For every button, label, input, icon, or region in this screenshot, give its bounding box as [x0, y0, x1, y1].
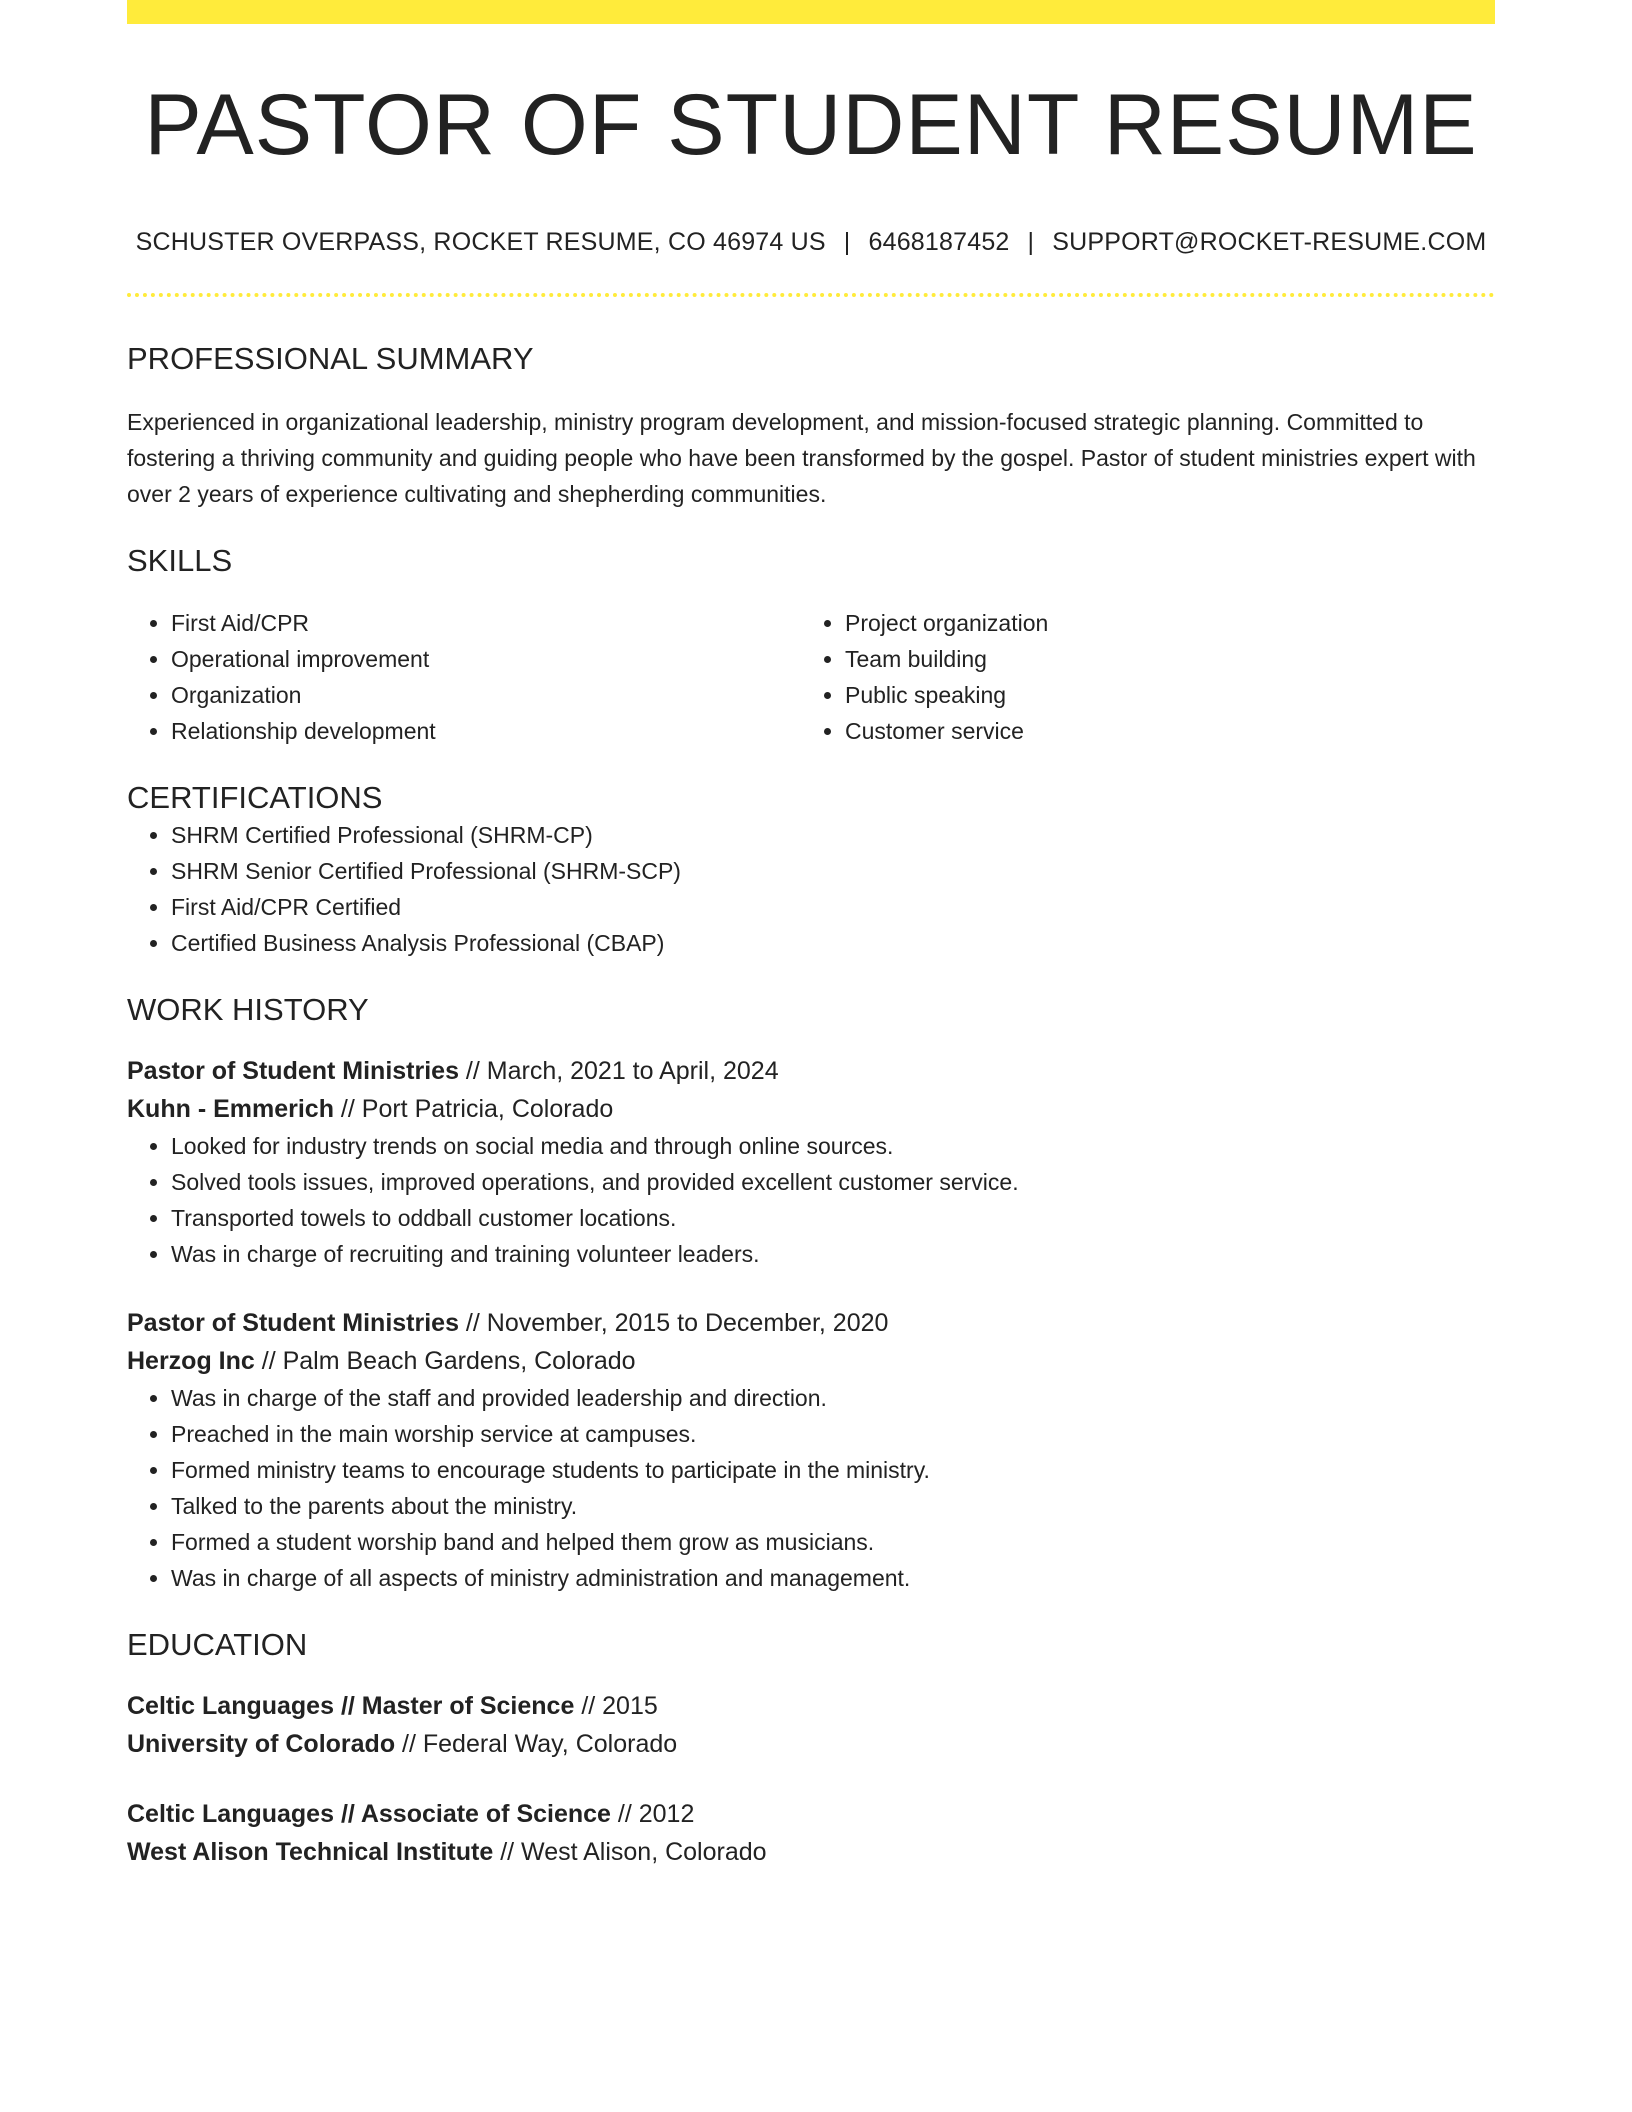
top-accent-bar [127, 0, 1495, 24]
skill-item: • Customer service [845, 713, 1475, 749]
job-title: Pastor of Student Ministries [127, 1308, 459, 1337]
skills-column-left [127, 605, 801, 749]
education-degree-line [127, 1687, 1495, 1725]
education-degree: Celtic Languages // Master of Science [127, 1691, 575, 1720]
job-title: Pastor of Student Ministries [127, 1056, 459, 1085]
job-duty: • Formed a student worship band and helped them grow as musicians. [171, 1524, 1495, 1560]
education-school-line [127, 1725, 1495, 1763]
summary-text: Experienced in organizational leadership, ministry program development, and mission-focused strategic planning. Committed to fostering a thriving community and guiding people who have been transformed by the gospel. Pastor of student ministries expert with over 2 years of experience cultivating and shepherding communities. [127, 409, 1476, 508]
skills-column-right [801, 605, 1475, 749]
job-duty: • Transported towels to oddball customer locations. [171, 1200, 1495, 1236]
job-duty: • Preached in the main worship service at campuses. [171, 1416, 1495, 1452]
job-title-line [127, 1304, 1495, 1342]
job-duty: • Was in charge of all aspects of ministry administration and management. [171, 1560, 1495, 1596]
education-heading: EDUCATION [127, 1626, 308, 1662]
education-degree-line [127, 1795, 1495, 1833]
contact-separator: | [843, 228, 851, 256]
contact-separator: | [1027, 228, 1035, 256]
contact-line [127, 228, 1495, 257]
summary-heading: PROFESSIONAL SUMMARY [127, 341, 534, 376]
job-duty: • Solved tools issues, improved operations, and provided excellent customer service. [171, 1164, 1495, 1200]
education-year: // 2015 [574, 1691, 658, 1720]
job-title-line [127, 1052, 1495, 1090]
job-duties-list [127, 1128, 1495, 1272]
job-company: Kuhn - Emmerich [127, 1094, 334, 1123]
work-history-heading: WORK HISTORY [127, 991, 369, 1027]
skill-item: • Relationship development [171, 713, 801, 749]
job-dates: // November, 2015 to December, 2020 [458, 1308, 889, 1337]
job-duty: • Looked for industry trends on social media and through online sources. [171, 1128, 1495, 1164]
job-duties-list [127, 1380, 1495, 1596]
education-location: // Federal Way, Colorado [395, 1729, 678, 1758]
contact-phone: 6468187452 [868, 228, 1010, 256]
contact-email: SUPPORT@ROCKET-RESUME.COM [1052, 228, 1487, 256]
skill-item: • Team building [845, 641, 1475, 677]
certifications-list [127, 817, 1495, 961]
certification-item: • First Aid/CPR Certified [171, 889, 1495, 925]
job-company: Herzog Inc [127, 1346, 255, 1375]
skill-item: • Organization [171, 677, 801, 713]
certification-item: • SHRM Certified Professional (SHRM-CP) [171, 817, 1495, 853]
job-location: // Port Patricia, Colorado [333, 1094, 614, 1123]
education-degree: Celtic Languages // Associate of Science [127, 1799, 611, 1828]
contact-address: SCHUSTER OVERPASS, ROCKET RESUME, CO 46974 US [135, 228, 826, 256]
job-duty: • Was in charge of recruiting and training volunteer leaders. [171, 1236, 1495, 1272]
skills-grid [127, 605, 1495, 749]
education-year: // 2012 [610, 1799, 695, 1828]
skill-item: • First Aid/CPR [171, 605, 801, 641]
resume-page [127, 0, 1495, 1871]
job-location: // Palm Beach Gardens, Colorado [254, 1346, 636, 1375]
certifications-heading: CERTIFICATIONS [127, 780, 383, 816]
job-dates: // March, 2021 to April, 2024 [458, 1056, 779, 1085]
job-duty: • Talked to the parents about the ministry. [171, 1488, 1495, 1524]
skill-item: • Public speaking [845, 677, 1475, 713]
education-school: West Alison Technical Institute [127, 1837, 494, 1866]
job-duty: • Was in charge of the staff and provided leadership and direction. [171, 1380, 1495, 1416]
education-location: // West Alison, Colorado [493, 1837, 767, 1866]
skills-heading: SKILLS [127, 543, 233, 579]
job-company-line [127, 1090, 1495, 1128]
resume-title: PASTOR OF STUDENT RESUME [144, 77, 1478, 173]
education-school-line [127, 1833, 1495, 1871]
certification-item: • Certified Business Analysis Professional (CBAP) [171, 925, 1495, 961]
skill-item: • Operational improvement [171, 641, 801, 677]
skill-item: • Project organization [845, 605, 1475, 641]
certification-item: • SHRM Senior Certified Professional (SHRM-SCP) [171, 853, 1495, 889]
dotted-divider [127, 293, 1495, 297]
job-duty: • Formed ministry teams to encourage students to participate in the ministry. [171, 1452, 1495, 1488]
job-company-line [127, 1342, 1495, 1380]
education-school: University of Colorado [127, 1729, 396, 1758]
